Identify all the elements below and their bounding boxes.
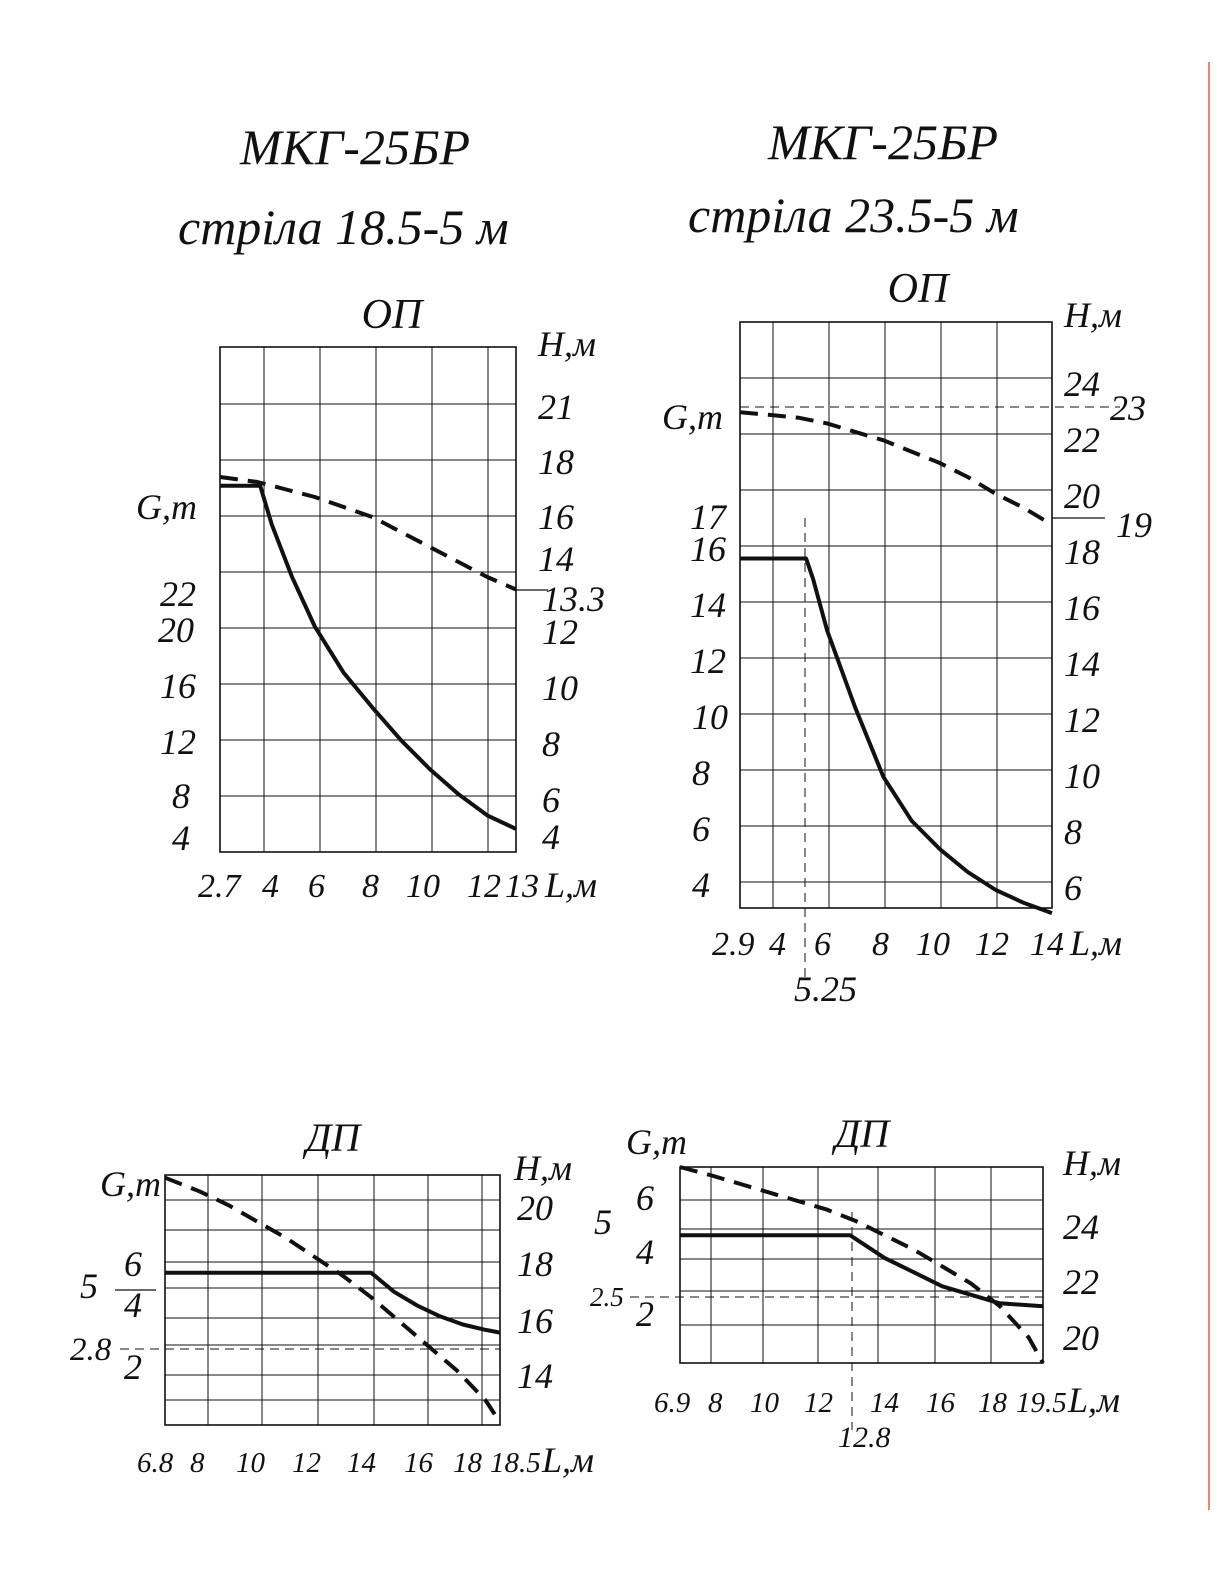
x-tick-label: 12 bbox=[467, 868, 501, 905]
y-right-tick-label: 22 bbox=[1064, 420, 1100, 460]
y-left-tick-label: 8 bbox=[692, 753, 710, 793]
y-right-tick-label: 20 bbox=[1063, 1318, 1099, 1358]
y-left-tick-label: 2 bbox=[636, 1294, 654, 1334]
series-height-dashed-line bbox=[740, 412, 1052, 525]
y-right-tick-label: 6 bbox=[542, 780, 560, 820]
plot-frame bbox=[165, 1175, 500, 1425]
plot-frame bbox=[740, 322, 1052, 908]
x-tick-label: 8 bbox=[708, 1387, 723, 1419]
x-tick-label: 2.9 bbox=[712, 926, 755, 963]
chart-annotation: 5.25 bbox=[794, 969, 857, 1009]
x-tick-label: 16 bbox=[404, 1447, 433, 1479]
y-right-tick-label: 14 bbox=[517, 1356, 553, 1396]
chart-title: ОП bbox=[887, 266, 949, 312]
x-tick-label: 10 bbox=[406, 868, 440, 905]
y-right-tick-label: 12 bbox=[542, 612, 578, 652]
y-right-tick-label: 20 bbox=[517, 1188, 553, 1228]
x-tick-label: 6 bbox=[308, 868, 325, 905]
y-right-tick-label: 16 bbox=[538, 497, 574, 537]
y-left-tick-label: 6 bbox=[124, 1244, 142, 1284]
y-left-tick-label: 20 bbox=[158, 610, 194, 650]
chart-1 bbox=[136, 292, 605, 905]
chart-title: ДП bbox=[305, 1115, 361, 1160]
chart-annotation: 2.5 bbox=[590, 1282, 624, 1312]
y-right-tick-label: 8 bbox=[542, 724, 560, 764]
x-tick-label: 13 bbox=[505, 868, 539, 905]
x-tick-label: 16 bbox=[926, 1387, 955, 1419]
y-right-tick-label: 22 bbox=[1063, 1262, 1099, 1302]
x-tick-label: 4 bbox=[262, 868, 279, 905]
y-right-tick-label: H,м bbox=[514, 1148, 572, 1188]
chart-3 bbox=[70, 1115, 594, 1480]
x-tick-label: 4 bbox=[769, 926, 786, 963]
chart-title: ОП bbox=[361, 292, 423, 338]
y-right-tick-label: 4 bbox=[542, 817, 560, 857]
y-right-tick-label: 18 bbox=[538, 442, 574, 482]
chart-annotation: 13.3 bbox=[542, 579, 605, 619]
y-left-tick-label: 16 bbox=[690, 529, 726, 569]
x-tick-label: 18.5 bbox=[490, 1447, 541, 1479]
x-tick-label: 14 bbox=[1030, 926, 1064, 963]
y-right-axis-label: H,м bbox=[1064, 295, 1122, 335]
y-left-axis-label: G,т bbox=[626, 1122, 687, 1162]
y-right-tick-label: 20 bbox=[1064, 476, 1100, 516]
y-left-tick-label: 8 bbox=[172, 776, 190, 816]
chart-annotation: 12.8 bbox=[838, 1421, 891, 1454]
x-tick-label: 2.7 bbox=[198, 868, 241, 905]
x-tick-label: 12 bbox=[292, 1447, 321, 1479]
x-tick-label: 8 bbox=[190, 1447, 205, 1479]
series-height-dashed-line bbox=[680, 1167, 1043, 1363]
chart-grid bbox=[680, 1167, 1043, 1363]
y-left-tick-label: 22 bbox=[160, 574, 196, 614]
y-left-tick-label: 16 bbox=[160, 666, 196, 706]
x-tick-label: 10 bbox=[236, 1447, 265, 1479]
x-tick-label: 12 bbox=[804, 1387, 833, 1419]
x-axis-label: L,м bbox=[1068, 1380, 1120, 1420]
y-right-tick-label: 6 bbox=[1064, 868, 1082, 908]
y-left-tick-label: 6 bbox=[692, 809, 710, 849]
y-left-tick-label: 4 bbox=[692, 865, 710, 905]
y-left-tick-label: 12 bbox=[160, 722, 196, 762]
chart-title: ДП bbox=[834, 1111, 890, 1156]
x-axis-label: L,м bbox=[545, 865, 597, 905]
y-left-axis-label: G,т bbox=[662, 397, 723, 437]
chart-annotation: 19 bbox=[1116, 505, 1152, 545]
chart-grid bbox=[165, 1175, 500, 1425]
x-tick-label: 19.5 bbox=[1016, 1387, 1067, 1419]
x-axis-label: L,м bbox=[542, 1440, 594, 1480]
y-left-tick-label: 6 bbox=[636, 1178, 654, 1218]
y-right-tick-label: 18 bbox=[517, 1244, 553, 1284]
right-title-line2: стріла 23.5-5 м bbox=[688, 187, 1019, 243]
x-tick-label: 6.9 bbox=[654, 1387, 691, 1419]
chart-annotation: 5 bbox=[594, 1202, 612, 1242]
chart-grid bbox=[740, 322, 1052, 908]
x-tick-label: 10 bbox=[916, 926, 950, 963]
y-right-tick-label: 16 bbox=[1064, 588, 1100, 628]
y-right-tick-label: 18 bbox=[1064, 532, 1100, 572]
y-right-axis-label: H,м bbox=[1063, 1143, 1121, 1183]
left-title-line2: стріла 18.5-5 м bbox=[178, 199, 509, 255]
x-tick-label: 18 bbox=[978, 1387, 1007, 1419]
chart-2 bbox=[662, 266, 1152, 1009]
chart-annotation: 5 bbox=[80, 1266, 98, 1306]
y-left-tick-label: 4 bbox=[636, 1232, 654, 1272]
x-tick-label: 6.8 bbox=[137, 1447, 174, 1479]
x-tick-label: 8 bbox=[872, 926, 889, 963]
left-title-line1: МКГ-25БР bbox=[240, 119, 470, 175]
y-left-axis-label: G,т bbox=[100, 1164, 161, 1204]
x-axis-label: L,м bbox=[1070, 923, 1122, 963]
chart-annotation: 2.8 bbox=[70, 1332, 112, 1368]
x-tick-label: 8 bbox=[362, 868, 379, 905]
y-right-tick-label: 21 bbox=[538, 387, 574, 427]
x-tick-label: 18 bbox=[453, 1447, 482, 1479]
y-right-tick-label: 12 bbox=[1064, 700, 1100, 740]
y-left-tick-label: 14 bbox=[690, 585, 726, 625]
y-right-tick-label: 16 bbox=[517, 1301, 553, 1341]
x-tick-label: 6 bbox=[814, 926, 831, 963]
series-capacity-solid-line bbox=[740, 559, 1052, 914]
chart-grid bbox=[220, 347, 516, 852]
chart-4 bbox=[590, 1111, 1121, 1454]
x-tick-label: 14 bbox=[347, 1447, 376, 1479]
y-right-tick-label: H,м bbox=[538, 324, 596, 364]
y-left-axis-label: G,т bbox=[136, 487, 197, 527]
plot-frame bbox=[680, 1167, 1043, 1363]
y-left-tick-label: 17 bbox=[690, 497, 726, 537]
y-left-tick-label: 4 bbox=[124, 1285, 142, 1325]
y-left-tick-label: 2 bbox=[124, 1347, 142, 1387]
y-right-tick-label: 14 bbox=[1064, 644, 1100, 684]
y-right-tick-label: 14 bbox=[538, 539, 574, 579]
right-title-line1: МКГ-25БР bbox=[768, 114, 998, 170]
y-right-tick-label: 10 bbox=[1064, 756, 1100, 796]
y-right-tick-label: 8 bbox=[1064, 812, 1082, 852]
chart-annotation: 23 bbox=[1110, 388, 1146, 428]
y-left-tick-label: 4 bbox=[172, 818, 190, 858]
y-right-tick-label: 10 bbox=[542, 668, 578, 708]
series-height-dashed-line bbox=[165, 1178, 500, 1423]
y-left-tick-label: 12 bbox=[690, 641, 726, 681]
y-right-tick-label: 24 bbox=[1063, 1207, 1099, 1247]
x-tick-label: 12 bbox=[975, 926, 1009, 963]
y-right-tick-label: 24 bbox=[1064, 364, 1100, 404]
x-tick-label: 10 bbox=[750, 1387, 779, 1419]
x-tick-label: 14 bbox=[870, 1387, 899, 1419]
y-left-tick-label: 10 bbox=[692, 697, 728, 737]
series-capacity-solid-line bbox=[165, 1273, 500, 1333]
